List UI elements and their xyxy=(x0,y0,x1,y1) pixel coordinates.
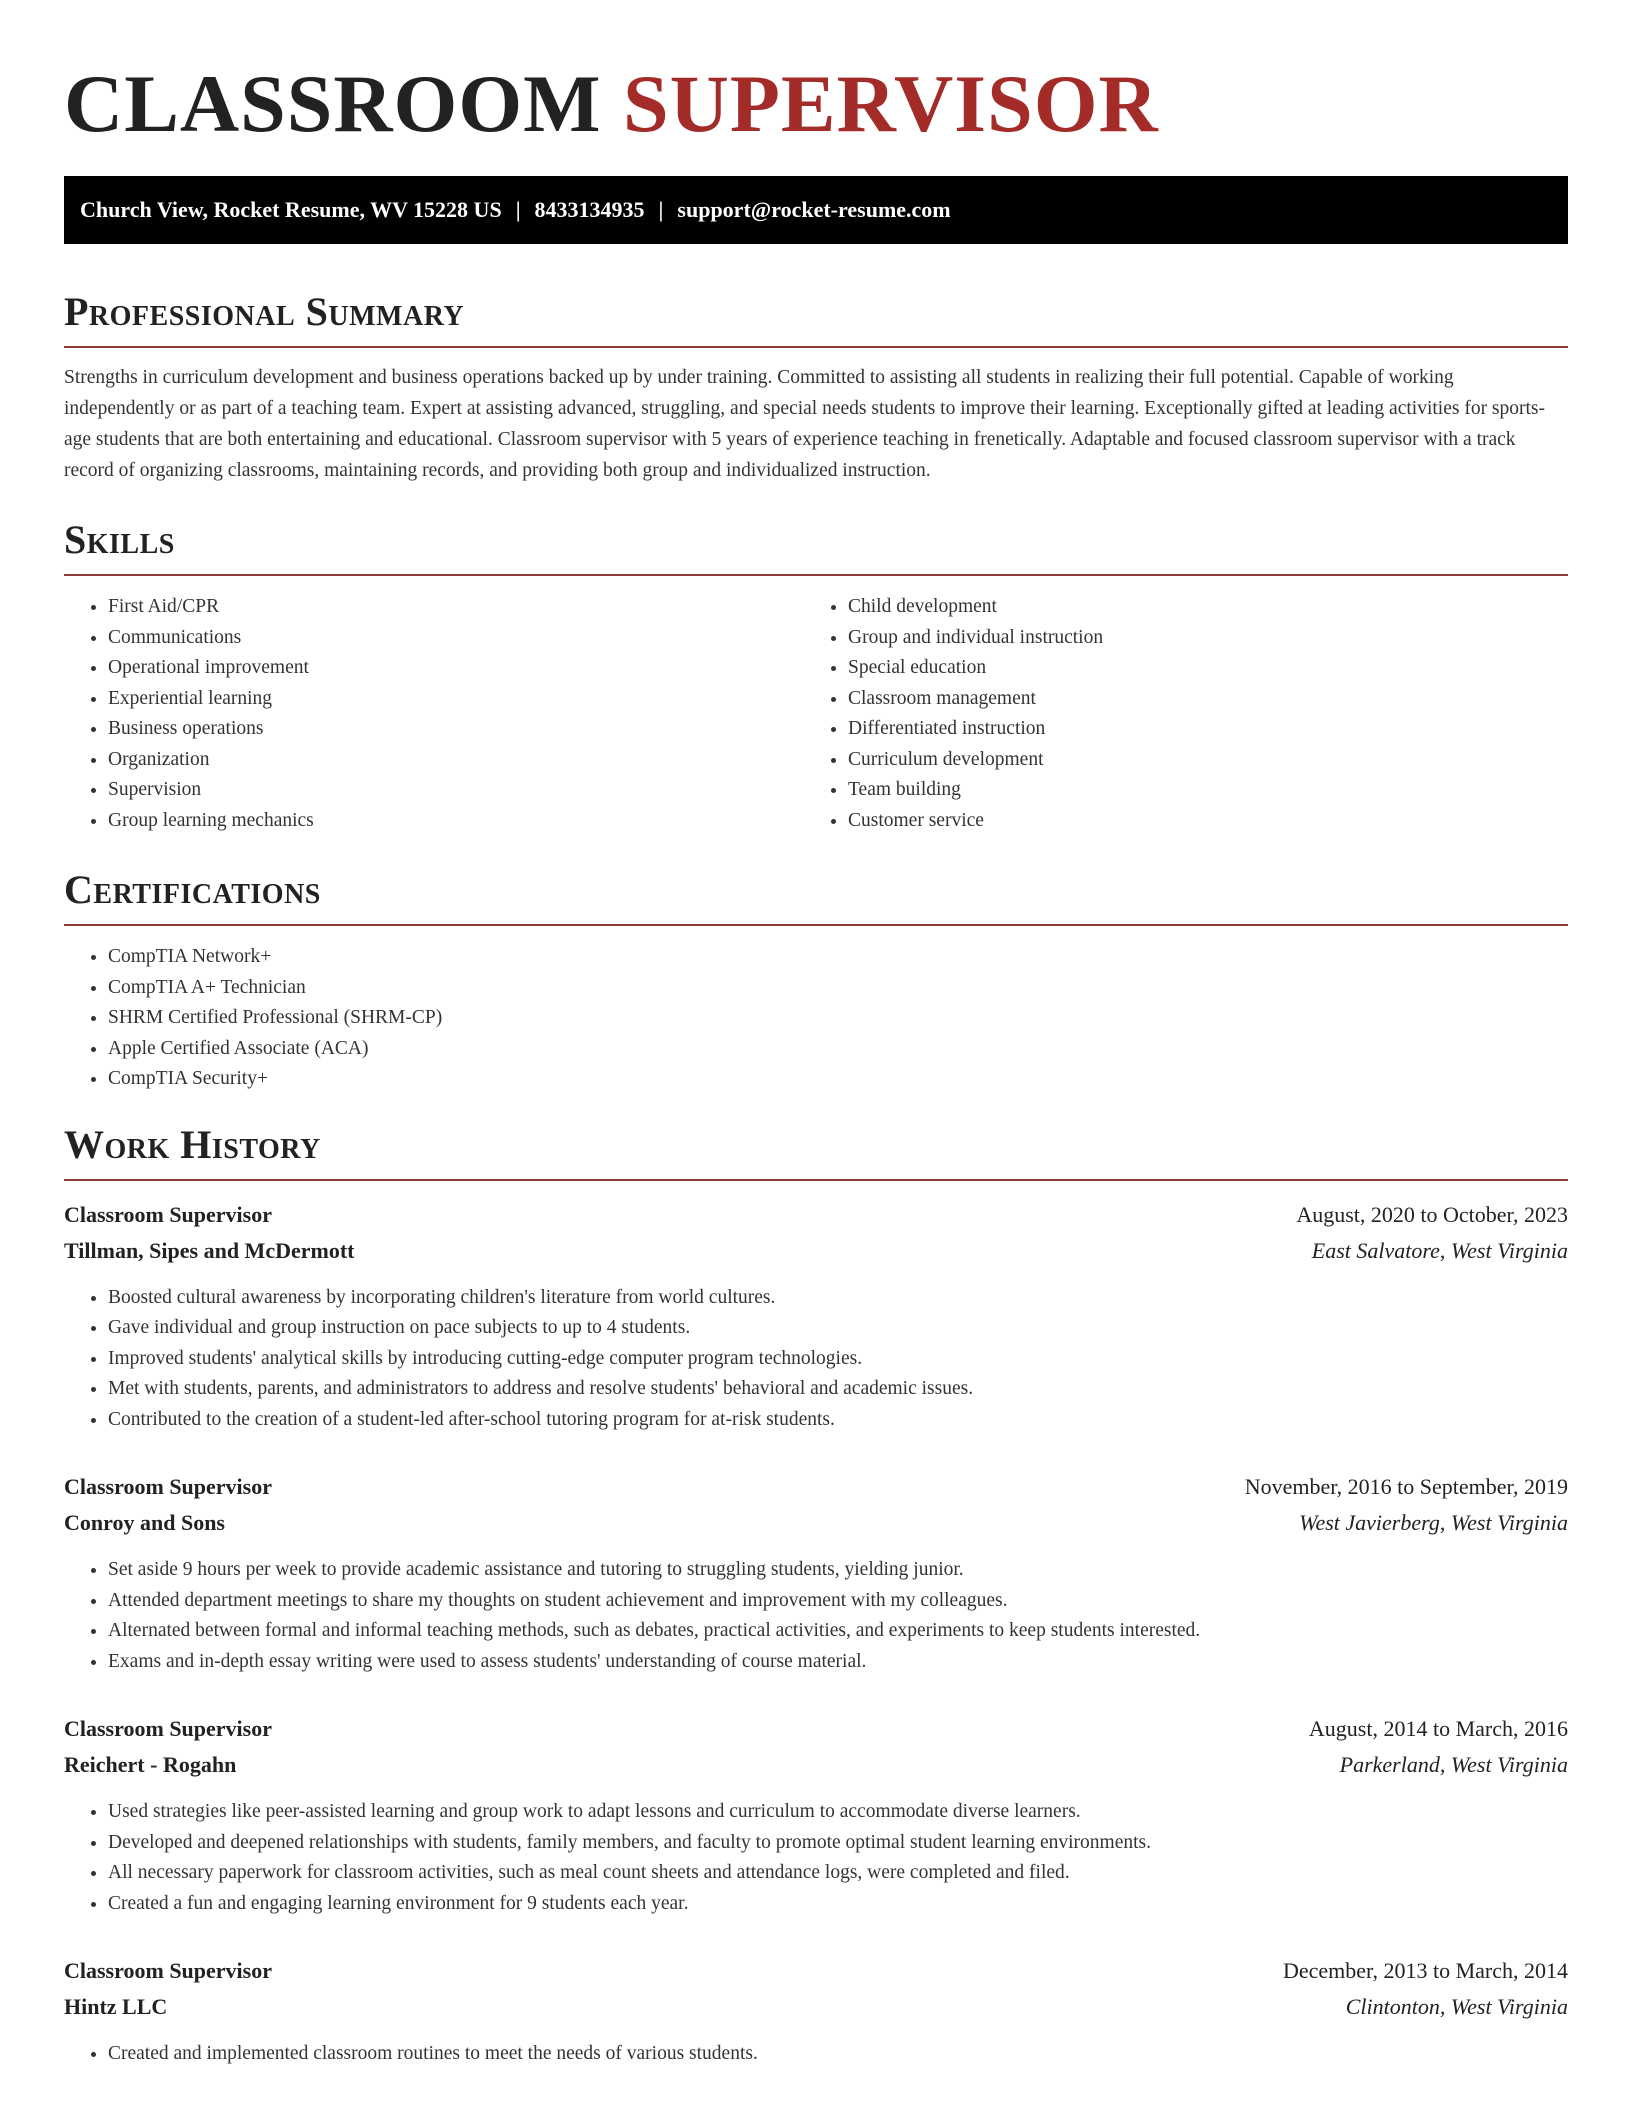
job-bullet-list xyxy=(64,2039,1568,2070)
skill-item: • Business operations xyxy=(108,714,804,745)
certification-item: • Apple Certified Associate (ACA) xyxy=(108,1034,1568,1065)
job-company: Reichert - Rogahn xyxy=(64,1752,237,1777)
job-header-row xyxy=(64,1197,1568,1233)
job-subheader-row xyxy=(64,1505,1568,1541)
job-location: Parkerland, West Virginia xyxy=(1339,1752,1568,1777)
job-bullet: • Improved students' analytical skills by introducing cutting-edge computer program technologies. xyxy=(108,1344,1568,1375)
job-bullet: • Contributed to the creation of a student-led after-school tutoring program for at-risk students. xyxy=(108,1405,1568,1436)
title-first-word: CLASSROOM xyxy=(64,58,602,149)
skill-item: • Differentiated instruction xyxy=(848,714,1544,745)
job-bullet: • Boosted cultural awareness by incorporating children's literature from world cultures. xyxy=(108,1283,1568,1314)
contact-separator: | xyxy=(515,197,521,222)
certifications-section xyxy=(64,866,1568,1095)
job-entry xyxy=(64,1469,1568,1677)
skill-item: • First Aid/CPR xyxy=(108,592,804,623)
job-title: Classroom Supervisor xyxy=(64,1474,272,1499)
work-history-section xyxy=(64,1121,1568,2070)
job-dates: December, 2013 to March, 2014 xyxy=(1282,1958,1568,1983)
job-entry xyxy=(64,1197,1568,1436)
job-bullet: • All necessary paperwork for classroom activities, such as meal count sheets and attendance logs, were completed and filed. xyxy=(108,1858,1568,1889)
job-title: Classroom Supervisor xyxy=(64,1716,272,1741)
job-header-row xyxy=(64,1711,1568,1747)
certification-item: • CompTIA A+ Technician xyxy=(108,973,1568,1004)
contact-phone: 8433134935 xyxy=(534,197,645,222)
contact-bar xyxy=(64,176,1568,244)
certification-item: • CompTIA Security+ xyxy=(108,1064,1568,1095)
job-bullet: • Exams and in-depth essay writing were used to assess students' understanding of course material. xyxy=(108,1647,1568,1678)
job-location: East Salvatore, West Virginia xyxy=(1311,1237,1568,1263)
skill-item: • Supervision xyxy=(108,775,804,806)
certifications-heading: Certifications xyxy=(64,867,321,912)
job-bullet: • Attended department meetings to share my thoughts on student achievement and improvement with my colleagues. xyxy=(108,1586,1568,1617)
certifications-list xyxy=(64,942,1568,1095)
skill-item: • Team building xyxy=(848,775,1544,806)
job-location: West Javierberg, West Virginia xyxy=(1299,1510,1568,1535)
skill-item: • Communications xyxy=(108,623,804,654)
skill-item: • Customer service xyxy=(848,806,1544,837)
contact-address: Church View, Rocket Resume, WV 15228 US xyxy=(80,197,502,222)
section-divider xyxy=(64,574,1568,576)
skills-column-left xyxy=(64,592,804,836)
job-bullet: • Created a fun and engaging learning environment for 9 students each year. xyxy=(108,1889,1568,1920)
certification-item: • CompTIA Network+ xyxy=(108,942,1568,973)
skill-item: • Organization xyxy=(108,745,804,776)
skill-item: • Operational improvement xyxy=(108,653,804,684)
work-history-heading: Work History xyxy=(64,1121,321,1167)
job-dates: August, 2020 to October, 2023 xyxy=(1296,1201,1568,1227)
job-bullet: • Used strategies like peer-assisted learning and group work to adapt lessons and curriculum to accommodate diverse learners. xyxy=(108,1797,1568,1828)
job-bullet: • Created and implemented classroom routines to meet the needs of various students. xyxy=(108,2039,1568,2070)
job-entry xyxy=(64,1711,1568,1919)
job-dates: August, 2014 to March, 2016 xyxy=(1308,1716,1568,1741)
summary-section xyxy=(64,288,1568,486)
skill-item: • Group and individual instruction xyxy=(848,623,1544,654)
skills-list-left xyxy=(64,592,804,836)
job-company: Hintz LLC xyxy=(64,1994,168,2019)
job-subheader-row xyxy=(64,1989,1568,2025)
job-company: Tillman, Sipes and McDermott xyxy=(64,1237,355,1263)
skill-item: • Experiential learning xyxy=(108,684,804,715)
summary-heading: Professional Summary xyxy=(64,289,465,334)
summary-text: Strengths in curriculum development and business operations backed up by under training. Committed to assisting all students in realizing their full potential. Capable of working independently or as part of a teaching team. Expert at assisting advanced, struggling, and special needs students to improve their learning. Exceptionally gifted at leading activities for sports-age students that are both entertaining and educational. Classroom supervisor with 5 years of experience teaching in frenetically. Adaptable and focused classroom supervisor with a track record of organizing classrooms, maintaining records, and providing both group and individualized instruction. xyxy=(64,367,1546,481)
section-divider xyxy=(64,924,1568,926)
skill-item: • Classroom management xyxy=(848,684,1544,715)
title-second-word: SUPERVISOR xyxy=(623,58,1159,149)
job-title: Classroom Supervisor xyxy=(64,1958,272,1983)
job-bullet-list xyxy=(64,1555,1568,1677)
job-dates: November, 2016 to September, 2019 xyxy=(1244,1474,1568,1499)
skill-item: • Special education xyxy=(848,653,1544,684)
job-bullet: • Gave individual and group instruction on pace subjects to up to 4 students. xyxy=(108,1313,1568,1344)
job-bullet-list xyxy=(64,1797,1568,1919)
skill-item: • Group learning mechanics xyxy=(108,806,804,837)
section-divider xyxy=(64,1179,1568,1181)
skills-section xyxy=(64,516,1568,836)
skill-item: • Child development xyxy=(848,592,1544,623)
contact-email: support@rocket-resume.com xyxy=(677,197,951,222)
job-header-row xyxy=(64,1953,1568,1989)
job-subheader-row xyxy=(64,1747,1568,1783)
skills-grid xyxy=(64,592,1568,836)
skills-column-right xyxy=(804,592,1544,836)
section-divider xyxy=(64,346,1568,348)
contact-separator: | xyxy=(658,197,664,222)
skills-heading: Skills xyxy=(64,517,175,562)
job-bullet: • Developed and deepened relationships with students, family members, and faculty to promote optimal student learning environments. xyxy=(108,1828,1568,1859)
skills-list-right xyxy=(804,592,1544,836)
job-location: Clintonton, West Virginia xyxy=(1345,1994,1568,2019)
job-bullet-list xyxy=(64,1283,1568,1436)
job-entry xyxy=(64,1953,1568,2070)
resume-title xyxy=(64,0,1568,152)
resume-page xyxy=(64,0,1568,2070)
job-company: Conroy and Sons xyxy=(64,1510,225,1535)
skill-item: • Curriculum development xyxy=(848,745,1544,776)
job-bullet: • Alternated between formal and informal teaching methods, such as debates, practical activities, and experiments to keep students interested. xyxy=(108,1616,1568,1647)
job-header-row xyxy=(64,1469,1568,1505)
job-bullet: • Met with students, parents, and administrators to address and resolve students' behavioral and academic issues. xyxy=(108,1374,1568,1405)
job-title: Classroom Supervisor xyxy=(64,1201,272,1227)
job-subheader-row xyxy=(64,1233,1568,1269)
certification-item: • SHRM Certified Professional (SHRM-CP) xyxy=(108,1003,1568,1034)
job-bullet: • Set aside 9 hours per week to provide academic assistance and tutoring to struggling students, yielding junior. xyxy=(108,1555,1568,1586)
